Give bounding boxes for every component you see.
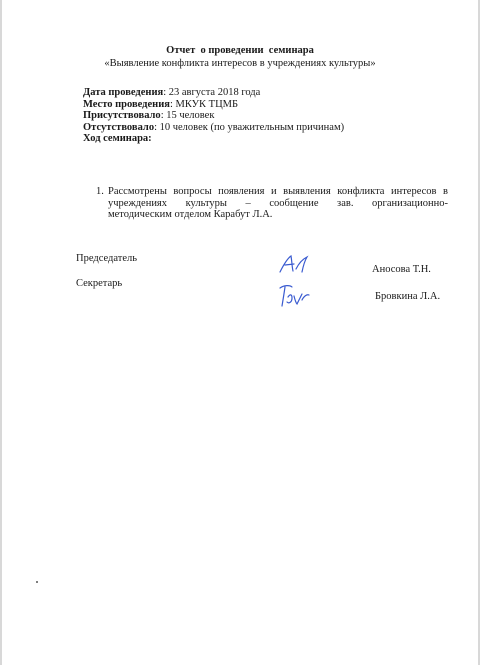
chair-signature bbox=[276, 252, 316, 276]
info-present bbox=[83, 110, 344, 122]
info-value: : 23 августа 2018 года bbox=[163, 87, 261, 98]
info-value: : 15 человек bbox=[160, 110, 215, 121]
info-place bbox=[83, 99, 344, 111]
secretary-label: Секретарь bbox=[76, 278, 123, 289]
secretary-signature bbox=[274, 282, 314, 310]
agenda-list bbox=[96, 186, 448, 221]
info-label: Отсутствовало bbox=[83, 121, 155, 133]
info-label: Место проведения bbox=[83, 98, 170, 110]
info-date bbox=[83, 87, 344, 99]
chair-name: Аносова Т.Н. bbox=[372, 264, 431, 275]
list-item-number: 1. bbox=[96, 186, 104, 197]
info-absent bbox=[83, 122, 344, 134]
info-value: : 10 человек (по уважительным причинам) bbox=[154, 121, 345, 133]
list-item-line: учреждениях культуры – сообщение зав. организационно- bbox=[108, 197, 448, 209]
list-item-line: Рассмотрены вопросы появления и выявления конфликта интересов в bbox=[108, 186, 448, 197]
info-value: : МКУК ТЦМБ bbox=[169, 98, 239, 110]
secretary-name: Бровкина Л.А. bbox=[375, 291, 441, 302]
info-label: Ход семинара: bbox=[83, 133, 152, 144]
scan-speck bbox=[36, 581, 38, 583]
seminar-info bbox=[83, 87, 344, 145]
document-subtitle: «Выявление конфликта интересов в учреждениях культуры» bbox=[104, 58, 376, 69]
list-item bbox=[108, 186, 448, 221]
document-title: Отчет о проведении семинара bbox=[166, 45, 314, 56]
info-agenda-heading bbox=[83, 133, 344, 145]
info-label: Присутствовало bbox=[83, 110, 161, 121]
list-item-line: методическим отделом Карабут Л.А. bbox=[108, 209, 273, 220]
info-label: Дата проведения bbox=[83, 87, 164, 98]
chair-label: Председатель bbox=[76, 253, 138, 264]
